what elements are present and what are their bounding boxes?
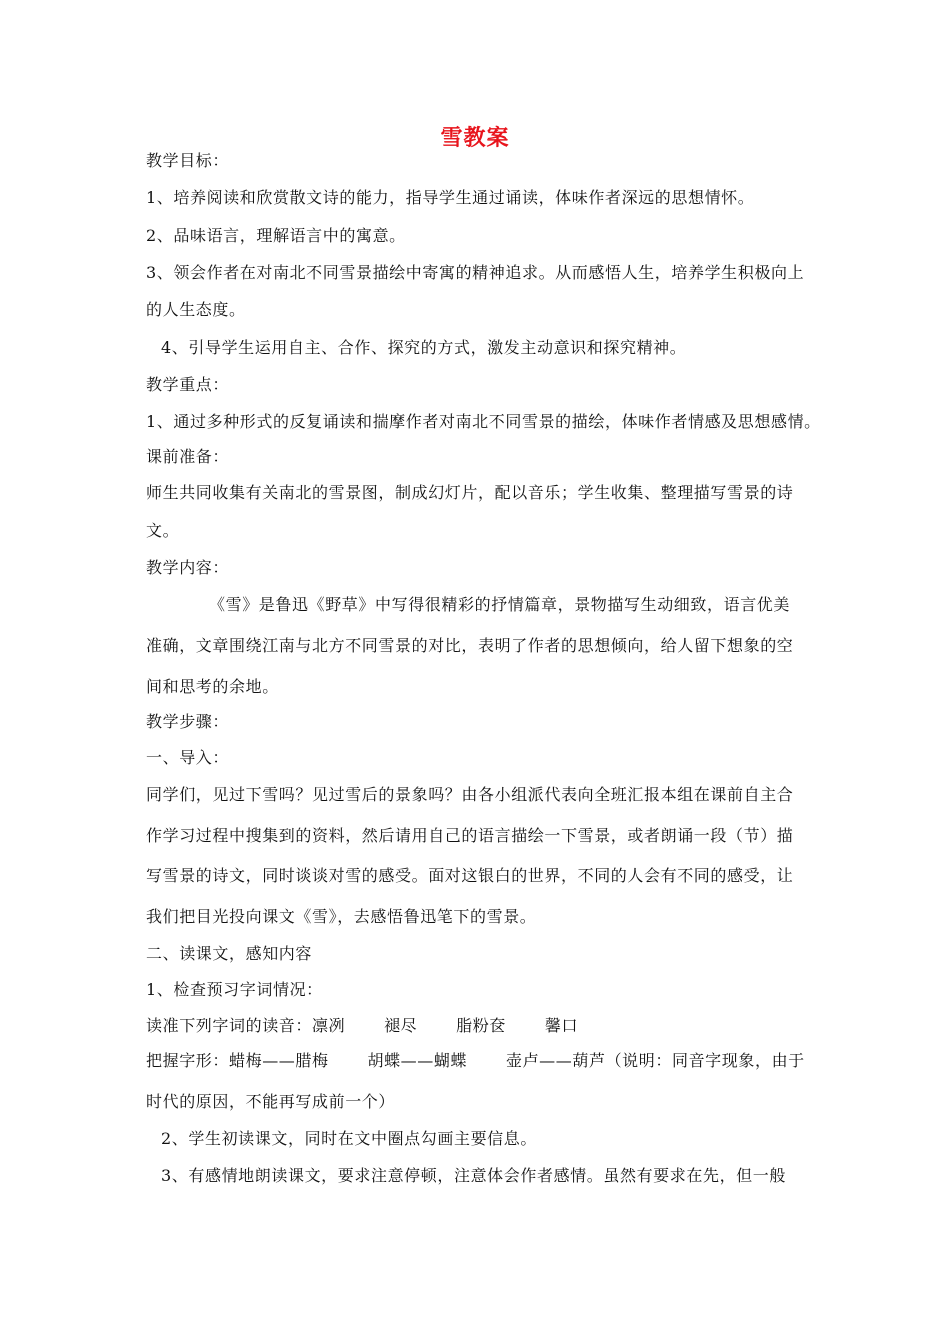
step-1-heading: 一、导入： [146, 748, 230, 767]
intro-paragraph-line-2: 作学习过程中搜集到的资料，然后请用自己的语言描绘一下雪景，或者朗诵一段（节）描 [146, 826, 794, 845]
heading-preparation: 课前准备： [146, 447, 230, 466]
content-paragraph-line-3: 间和思考的余地。 [146, 677, 279, 696]
goal-3: 3、领会作者在对南北不同雪景描绘中寄寓的精神追求。从而感悟人生，培养学生积极向上 [146, 263, 805, 282]
heading-key-points: 教学重点： [146, 375, 230, 394]
character-forms-line-2: 时代的原因，不能再写成前一个） [146, 1092, 396, 1111]
content-paragraph-line-1: 《雪》是鲁迅《野草》中写得很精彩的抒情篇章，景物描写生动细致，语言优美 [209, 595, 791, 614]
heading-teaching-goals: 教学目标： [146, 151, 230, 170]
goal-4: 4、引导学生运用自主、合作、探究的方式，激发主动意识和探究精神。 [161, 338, 687, 357]
key-point-1: 1、通过多种形式的反复诵读和揣摩作者对南北不同雪景的描绘，体味作者情感及思想感情。 [146, 412, 821, 431]
pronunciation-list: 读准下列字词的读音：凛冽 褪尽 脂粉奁 馨口 [146, 1016, 579, 1035]
goal-2: 2、品味语言，理解语言中的寓意。 [146, 226, 406, 245]
character-forms-line-1: 把握字形：蜡梅——腊梅 胡蝶——蝴蝶 壶卢——葫芦（说明：同音字现象，由于 [146, 1051, 805, 1070]
step-2-item-1: 1、检查预习字词情况： [146, 980, 323, 999]
step-2-item-2: 2、学生初读课文，同时在文中圈点勾画主要信息。 [161, 1129, 537, 1148]
intro-paragraph-line-3: 写雪景的诗文，同时谈谈对雪的感受。面对这银白的世界，不同的人会有不同的感受，让 [146, 866, 794, 885]
step-2-item-3: 3、有感情地朗读课文，要求注意停顿，注意体会作者感情。虽然有要求在先，但一般 [161, 1166, 786, 1185]
heading-content: 教学内容： [146, 558, 230, 577]
step-2-heading: 二、读课文，感知内容 [146, 944, 313, 963]
intro-paragraph-line-4: 我们把目光投向课文《雪》，去感悟鲁迅笔下的雪景。 [146, 907, 537, 926]
goal-1: 1、培养阅读和欣赏散文诗的能力，指导学生通过诵读，体味作者深远的思想情怀。 [146, 188, 755, 207]
goal-3-continued: 的人生态度。 [146, 300, 246, 319]
preparation-text: 师生共同收集有关南北的雪景图，制成幻灯片，配以音乐；学生收集、整理描写雪景的诗 [146, 483, 794, 502]
preparation-text-continued: 文。 [146, 521, 180, 540]
document-title: 雪教案 [440, 126, 510, 151]
intro-paragraph-line-1: 同学们，见过下雪吗？见过雪后的景象吗？由各小组派代表向全班汇报本组在课前自主合 [146, 785, 794, 804]
heading-steps: 教学步骤： [146, 712, 230, 731]
content-paragraph-line-2: 准确，文章围绕江南与北方不同雪景的对比，表明了作者的思想倾向，给人留下想象的空 [146, 636, 794, 655]
